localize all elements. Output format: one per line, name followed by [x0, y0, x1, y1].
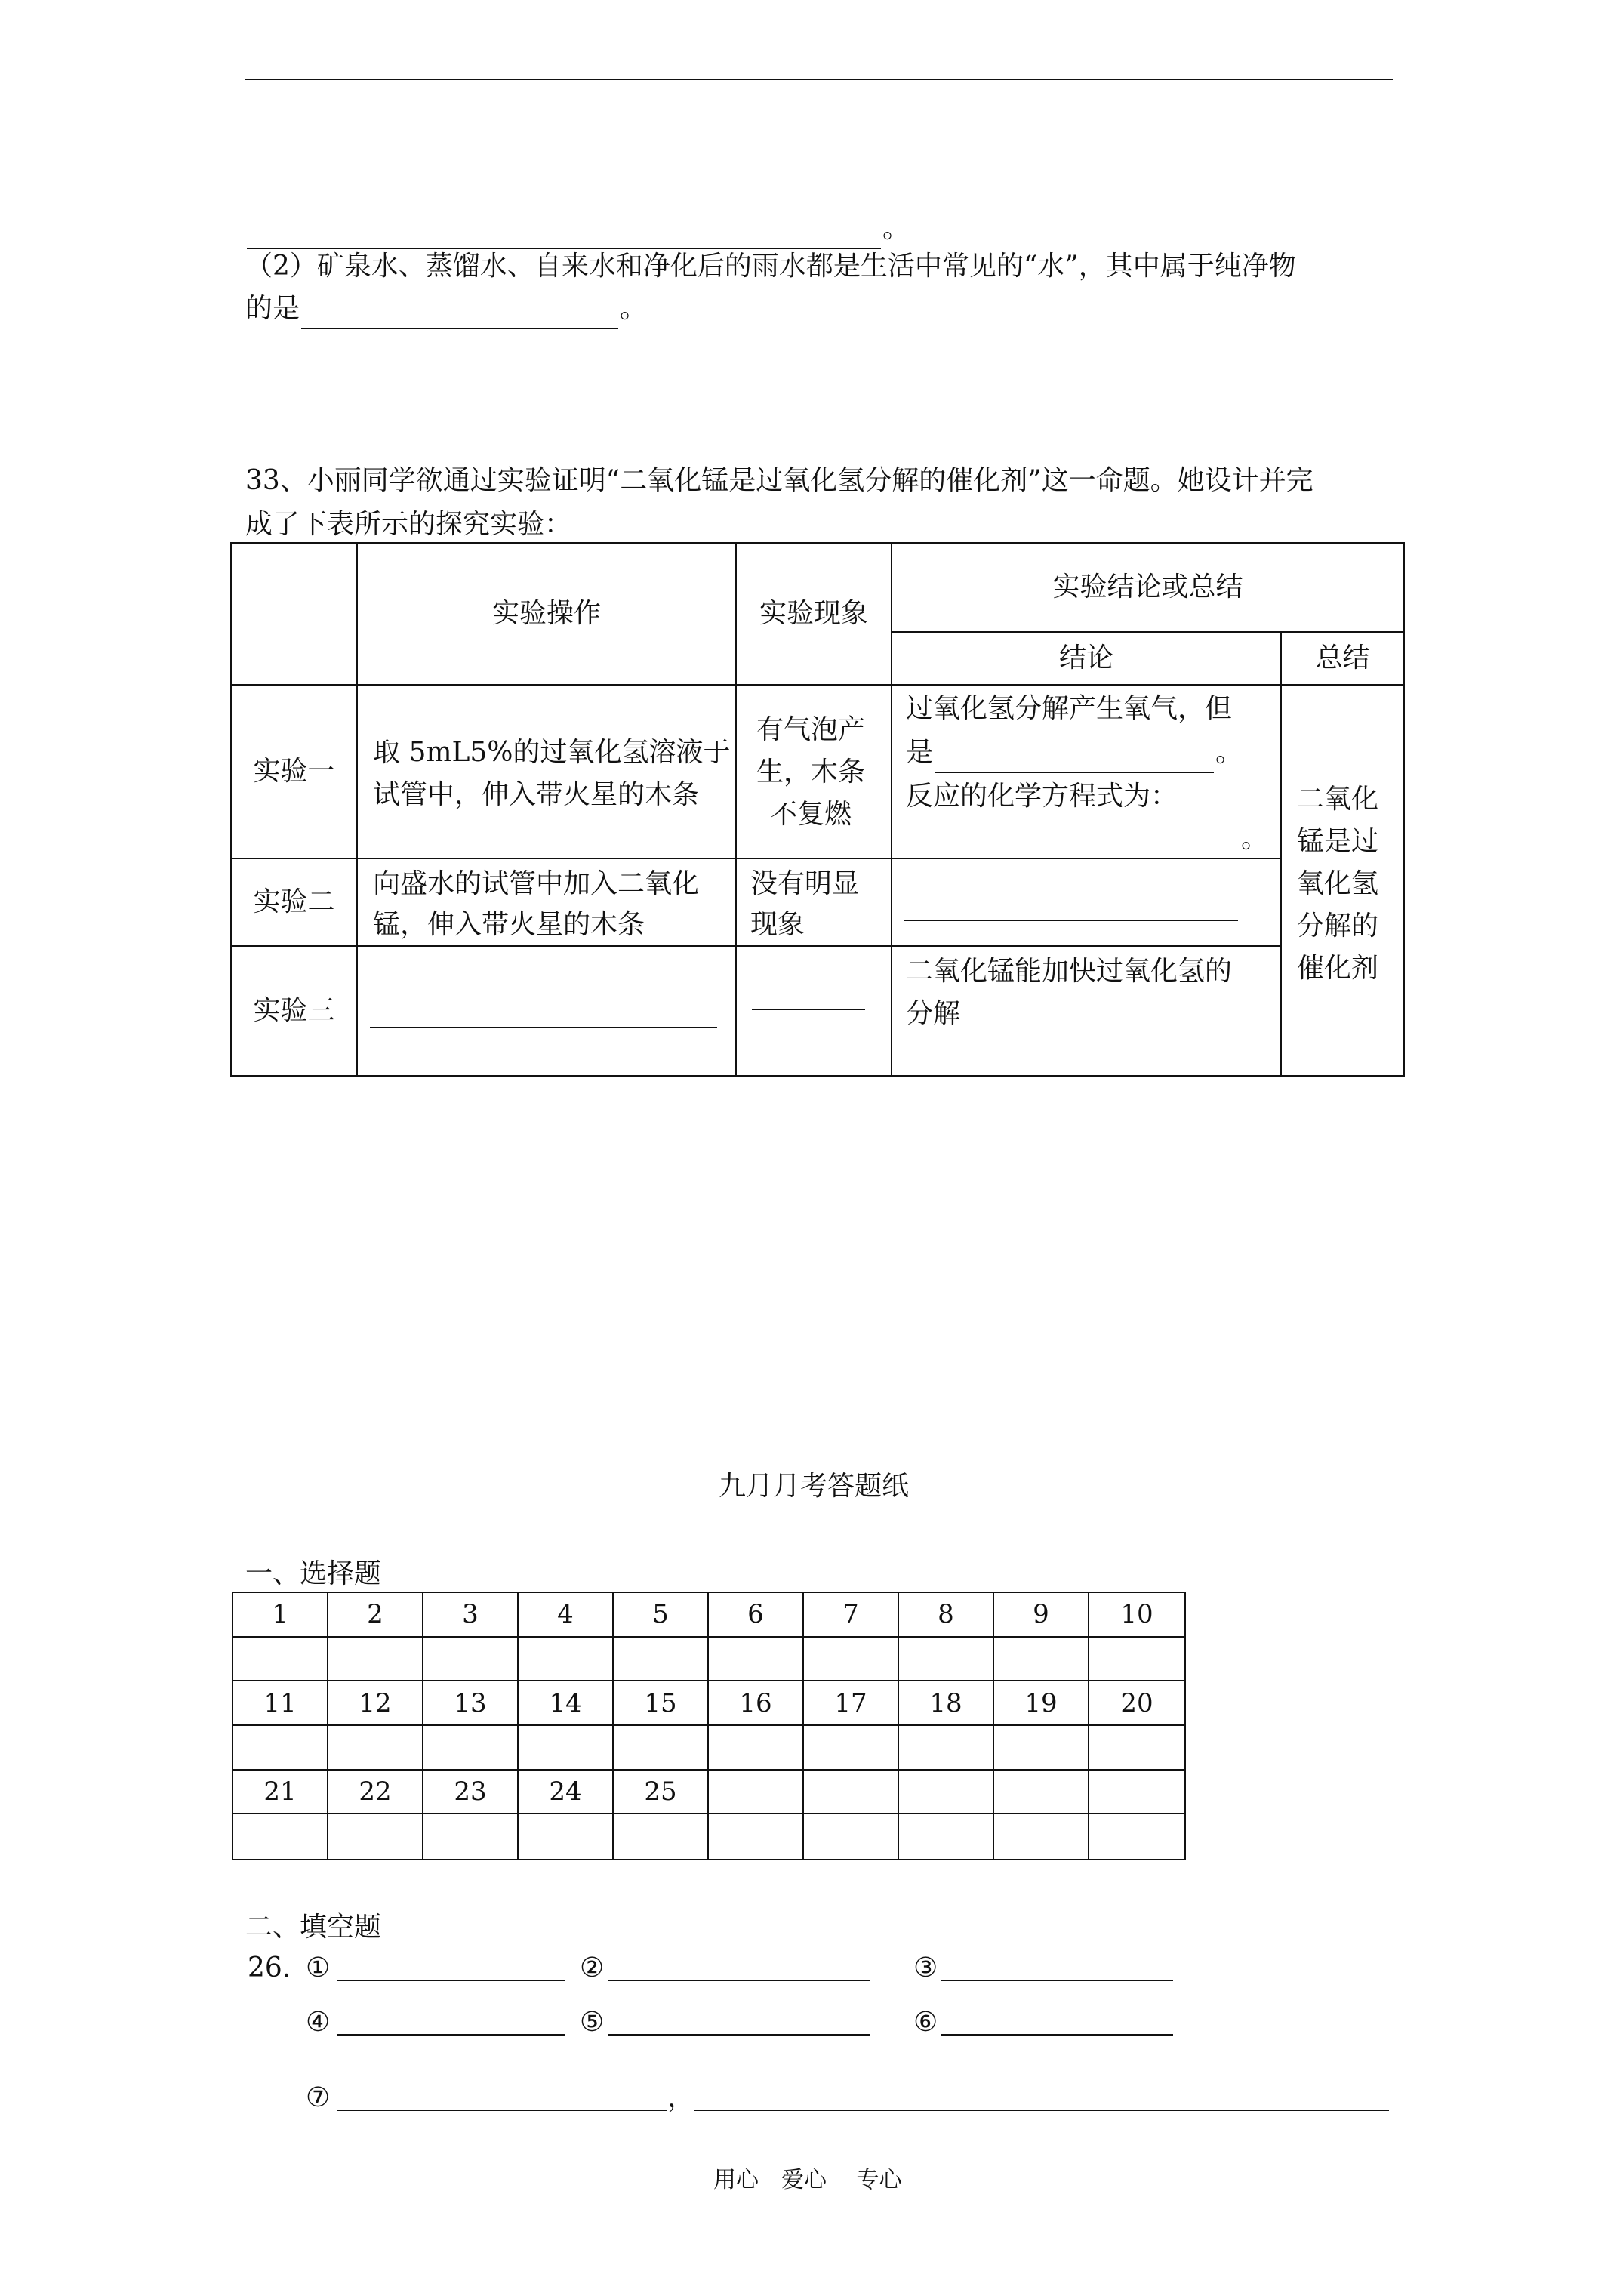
exp1-phenomenon-line1: 有气泡产 — [756, 714, 866, 745]
question-number-cell — [1089, 1771, 1184, 1815]
question-number-cell: 4 — [519, 1593, 614, 1638]
punctuation: 。 — [882, 213, 910, 244]
question-number-cell: 21 — [233, 1771, 328, 1815]
header-phenomenon: 实验现象 — [759, 598, 868, 629]
answer-input-cell[interactable] — [1089, 1726, 1184, 1771]
answer-input-cell[interactable] — [328, 1726, 423, 1771]
question-number-cell: 24 — [519, 1771, 614, 1815]
answer-input-cell[interactable] — [1089, 1638, 1184, 1682]
header-conclusion: 结论 — [1058, 643, 1113, 673]
question-number-cell — [709, 1771, 804, 1815]
fill-blank-1[interactable] — [337, 1980, 565, 1981]
fill-blank-4[interactable] — [337, 2034, 565, 2036]
exp3-conclusion-line2: 分解 — [906, 998, 961, 1029]
circled-3: ③ — [913, 1952, 938, 1983]
question-number-cell: 22 — [328, 1771, 423, 1815]
question-number-cell: 23 — [423, 1771, 519, 1815]
question-number-cell: 8 — [899, 1593, 994, 1638]
exp1-conclusion-line4 — [906, 818, 1268, 859]
answer-input-cell[interactable] — [614, 1814, 709, 1859]
fill-blank-6[interactable] — [941, 2034, 1173, 2036]
answer-blank[interactable] — [301, 297, 618, 329]
answer-input-cell[interactable] — [899, 1726, 994, 1771]
question-number-cell: 16 — [709, 1681, 804, 1726]
exp1-conclusion-line1: 过氧化氢分解产生氧气，但 — [906, 693, 1233, 724]
answer-blank[interactable] — [935, 741, 1214, 773]
question-number-cell: 19 — [994, 1681, 1089, 1726]
table-line — [230, 684, 1405, 686]
answer-blank[interactable] — [247, 217, 881, 249]
circled-1: ① — [306, 1952, 331, 1983]
q32-prefix: 的是 — [245, 293, 300, 324]
question-number-cell: 10 — [1089, 1593, 1184, 1638]
page-footer: 用心 爱心 专心 — [713, 2167, 902, 2193]
section2-heading: 二、填空题 — [245, 1912, 382, 1943]
question-number-cell: 18 — [899, 1681, 994, 1726]
summary-line1: 二氧化 — [1297, 784, 1379, 815]
exp2-conclusion-blank[interactable] — [904, 920, 1238, 921]
answer-input-cell[interactable] — [614, 1638, 709, 1682]
answer-input-cell[interactable] — [423, 1638, 519, 1682]
question-number-cell: 3 — [423, 1593, 519, 1638]
circled-6: ⑥ — [913, 2007, 938, 2038]
row-name-exp1: 实验一 — [253, 756, 335, 787]
answer-input-cell[interactable] — [994, 1638, 1089, 1682]
answer-input-cell[interactable] — [709, 1726, 804, 1771]
exp2-phenomenon-line2: 现象 — [750, 909, 805, 940]
table-border-bottom — [230, 1075, 1405, 1077]
fill-blank-3[interactable] — [941, 1980, 1173, 1981]
question-number-cell — [994, 1771, 1089, 1815]
q32-line1 — [245, 208, 910, 249]
answer-input-cell[interactable] — [233, 1638, 328, 1682]
answer-input-cell[interactable] — [804, 1638, 899, 1682]
answer-input-cell[interactable] — [233, 1814, 328, 1859]
answer-input-cell[interactable] — [899, 1814, 994, 1859]
punctuation: 。 — [620, 293, 648, 324]
exp1-phenomenon-line2: 生，木条 — [756, 757, 866, 787]
circled-4: ④ — [306, 2007, 331, 2038]
circled-2: ② — [580, 1952, 605, 1983]
table-border-right — [1403, 542, 1405, 1077]
punctuation: 。 — [1215, 737, 1243, 768]
answer-input-cell[interactable] — [994, 1814, 1089, 1859]
summary-line3: 氧化氢 — [1297, 868, 1379, 899]
answer-sheet-title: 九月月考答题纸 — [719, 1471, 910, 1502]
question-number-cell: 25 — [614, 1771, 709, 1815]
question-number-cell: 11 — [233, 1681, 328, 1726]
question-number-cell: 14 — [519, 1681, 614, 1726]
answer-input-cell[interactable] — [804, 1726, 899, 1771]
header-conclusion-group: 实验结论或总结 — [1052, 572, 1243, 603]
answer-input-cell[interactable] — [423, 1814, 519, 1859]
exp3-operation-blank[interactable] — [370, 1027, 717, 1028]
answer-input-cell[interactable] — [519, 1638, 614, 1682]
q33-intro-line1: 33、小丽同学欲通过实验证明“二氧化锰是过氧化氢分解的催化剂”这一命题。她设计并完 — [245, 465, 1313, 496]
question-number-cell: 20 — [1089, 1681, 1184, 1726]
question-number-cell: 9 — [994, 1593, 1089, 1638]
row-name-exp3: 实验三 — [253, 995, 335, 1026]
comma: ， — [667, 2082, 695, 2113]
summary-line5: 催化剂 — [1297, 953, 1379, 984]
question-number-cell: 13 — [423, 1681, 519, 1726]
question-number-cell: 17 — [804, 1681, 899, 1726]
exp1-operation-line2: 试管中，伸入带火星的木条 — [373, 779, 700, 810]
exp3-conclusion-line1: 二氧化锰能加快过氧化氢的 — [906, 956, 1233, 987]
fill-blank-7a[interactable] — [337, 2110, 667, 2111]
section1-heading: 一、选择题 — [245, 1558, 382, 1589]
answer-grid — [232, 1592, 1186, 1860]
q33-intro-line2: 成了下表所示的探究实验： — [245, 509, 572, 540]
answer-input-cell[interactable] — [519, 1814, 614, 1859]
row-name-exp2: 实验二 — [253, 886, 335, 917]
q32-part2-line1: （2）矿泉水、蒸馏水、自来水和净化后的雨水都是生活中常见的“水”，其中属于纯净物 — [245, 251, 1296, 282]
exp1-operation-line1: 取 5mL5%的过氧化氢溶液于 — [373, 737, 731, 768]
question-number-cell: 2 — [328, 1593, 423, 1638]
table-line — [1280, 631, 1282, 1077]
header-operation: 实验操作 — [491, 598, 601, 629]
answer-input-cell[interactable] — [1089, 1814, 1184, 1859]
circled-7: ⑦ — [306, 2082, 331, 2113]
exp3-phenomenon-blank[interactable] — [752, 1009, 865, 1010]
exp2-phenomenon-line1: 没有明显 — [750, 868, 860, 899]
question-number-cell — [899, 1771, 994, 1815]
answer-input-cell[interactable] — [709, 1638, 804, 1682]
answer-input-cell[interactable] — [233, 1726, 328, 1771]
question-number-cell — [804, 1771, 899, 1815]
fill-blank-2[interactable] — [608, 1980, 870, 1981]
answer-input-cell[interactable] — [709, 1814, 804, 1859]
header-rule — [245, 79, 1393, 80]
answer-blank[interactable] — [907, 827, 1240, 859]
exp2-operation-line1: 向盛水的试管中加入二氧化 — [373, 868, 700, 899]
q32-part2-line2 — [245, 288, 647, 329]
conclusion-text: 是 — [906, 737, 934, 768]
answer-input-cell[interactable] — [994, 1726, 1089, 1771]
summary-line2: 锰是过 — [1297, 826, 1379, 857]
answer-input-cell[interactable] — [804, 1814, 899, 1859]
question-number-cell: 5 — [614, 1593, 709, 1638]
question-number-cell: 12 — [328, 1681, 423, 1726]
exp1-conclusion-line2 — [906, 732, 1243, 773]
fill-blank-7b[interactable] — [694, 2110, 1389, 2111]
summary-line4: 分解的 — [1297, 911, 1379, 942]
exp1-conclusion-line3: 反应的化学方程式为： — [906, 781, 1178, 812]
answer-input-cell[interactable] — [328, 1638, 423, 1682]
exp1-phenomenon-line3: 不复燃 — [770, 799, 852, 830]
answer-input-cell[interactable] — [423, 1726, 519, 1771]
question-number-cell: 1 — [233, 1593, 328, 1638]
answer-input-cell[interactable] — [328, 1814, 423, 1859]
exp2-operation-line2: 锰，伸入带火星的木条 — [373, 909, 645, 940]
circled-5: ⑤ — [580, 2007, 605, 2038]
fill-blank-5[interactable] — [608, 2034, 870, 2036]
table-line — [230, 945, 1282, 947]
answer-input-cell[interactable] — [614, 1726, 709, 1771]
q26-label: 26. — [248, 1952, 291, 1983]
answer-input-cell[interactable] — [899, 1638, 994, 1682]
punctuation: 。 — [1241, 823, 1269, 854]
question-number-cell: 7 — [804, 1593, 899, 1638]
header-summary: 总结 — [1315, 643, 1370, 673]
question-number-cell: 15 — [614, 1681, 709, 1726]
question-number-cell: 6 — [709, 1593, 804, 1638]
answer-input-cell[interactable] — [519, 1726, 614, 1771]
